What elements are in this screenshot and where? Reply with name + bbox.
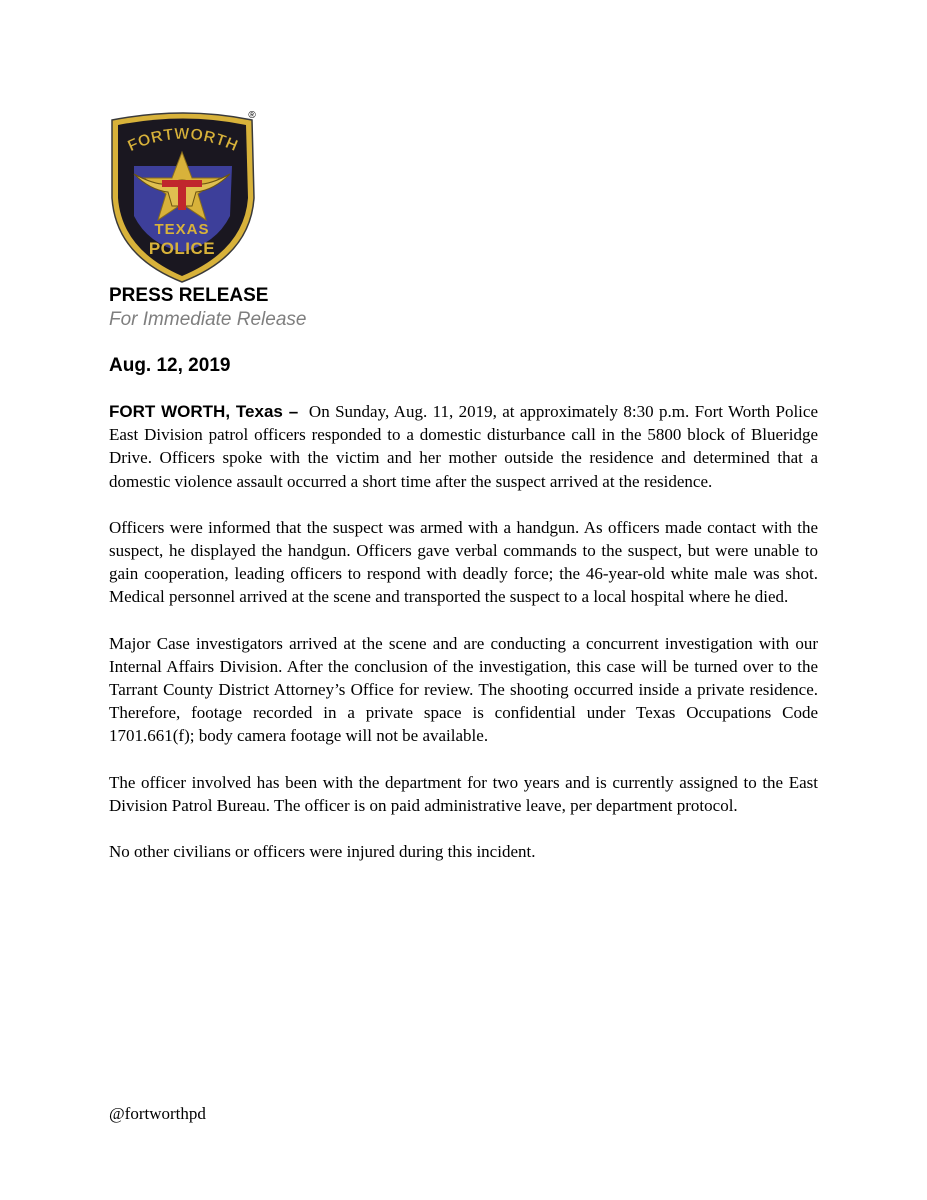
registered-mark: ® xyxy=(248,110,256,121)
logo-middle-text: TEXAS xyxy=(154,221,210,238)
logo-top-text: FORTWORTH xyxy=(125,125,241,156)
body-paragraph-4: The officer involved has been with the department for two years and is currently assigned to the East Division Patrol Bureau. The officer is on paid administrative leave, per department protocol. xyxy=(109,772,818,815)
logo-bottom-text: POLICE xyxy=(148,239,216,258)
press-release-body xyxy=(109,400,818,886)
body-paragraph-2: Officers were informed that the suspect was armed with a handgun. As officers made contact with the suspect, he displayed the handgun. Officers gave verbal commands to the suspect, but were unable to gain cooperation, leading officers to respond with deadly force; the 46-year-old white male was shot. Medical personnel arrived at the scene and transported the suspect to a local hospital where he died. xyxy=(109,517,818,607)
social-handle: @fortworthpd xyxy=(109,1104,206,1123)
press-release-title: PRESS RELEASE xyxy=(109,285,269,306)
press-release-header xyxy=(109,284,306,332)
body-paragraph-1 xyxy=(109,400,818,493)
paragraph-1-text: On Sunday, Aug. 11, 2019, at approximately 8:30 p.m. Fort Worth Police East Division patrol officers responded to a domestic disturbance call in the 5800 block of Blueridge Drive. Officers spoke with the victim and her mother outside the residence and determined that a domestic violence assault occurred a short time after the suspect arrived at the residence. xyxy=(109,402,818,491)
dateline: FORT WORTH, Texas – xyxy=(109,402,299,421)
body-paragraph-5: No other civilians or officers were injured during this incident. xyxy=(109,842,536,862)
body-paragraph-3: Major Case investigators arrived at the scene and are conducting a concurrent investigation with our Internal Affairs Division. After the conclusion of the investigation, this case will be turned over to the Tarrant County District Attorney’s Office for review. The shooting occurred inside a private residence. Therefore, footage recorded in a private space is confidential under Texas Occupations Code 1701.661(f); body camera footage will not be available. xyxy=(109,633,818,746)
fort-worth-police-badge-logo xyxy=(104,106,264,284)
press-release-subtitle: For Immediate Release xyxy=(109,309,307,330)
release-date: Aug. 12, 2019 xyxy=(109,355,231,376)
